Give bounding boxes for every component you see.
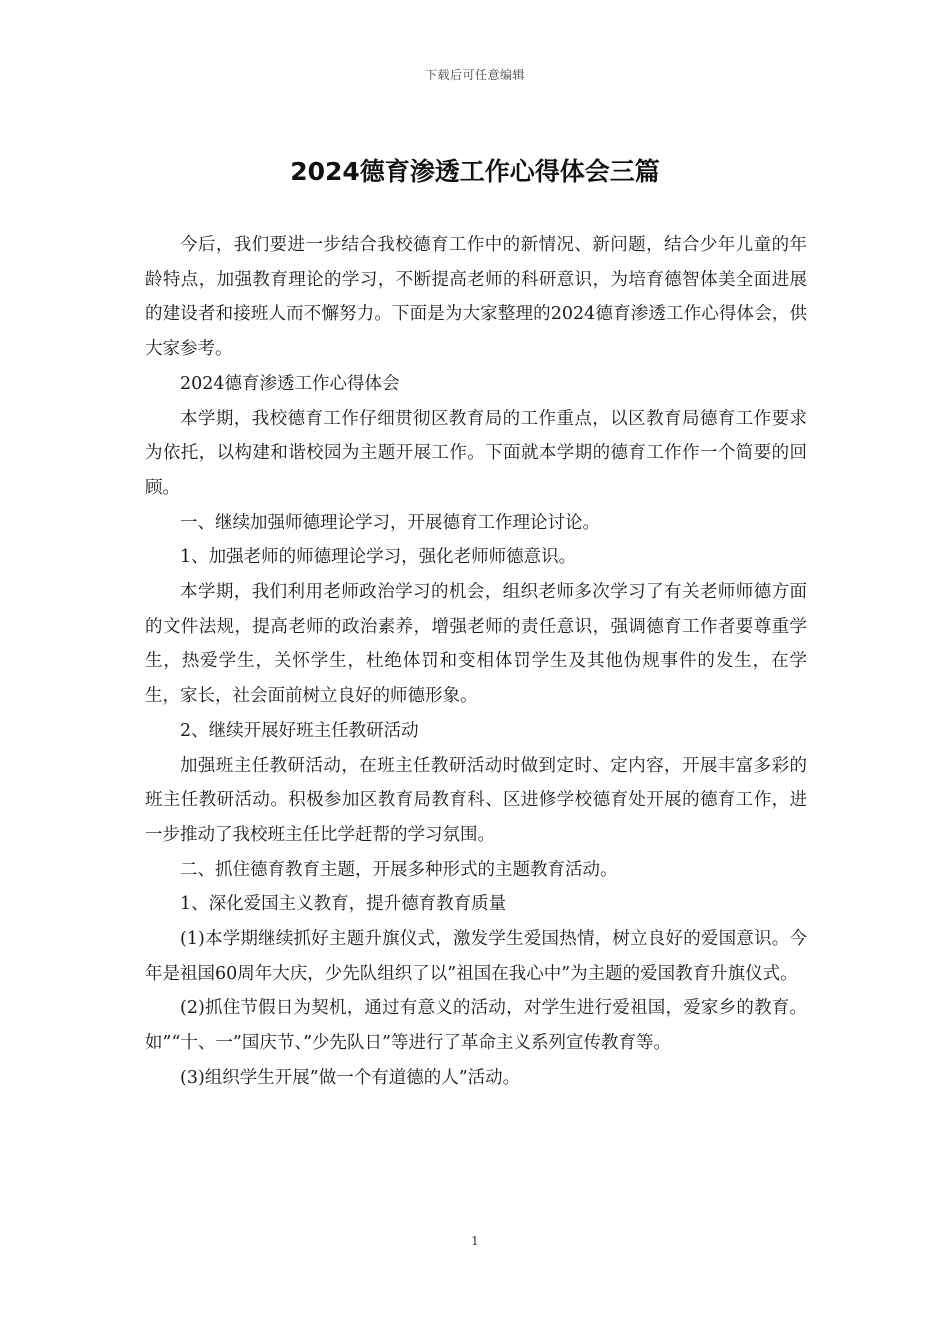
body-paragraph: 加强班主任教研活动，在班主任教研活动时做到定时、定内容，开展丰富多彩的班主任教研活动。积极参加区教育局教育科、区进修学校德育处开展的德育工作，进一步推动了我校班主任比学赶帮的学习氛围。 [145, 755, 807, 845]
page-number: 1 [471, 1234, 479, 1248]
section-heading: 2024德育渗透工作心得体会 [180, 373, 400, 394]
document-body [145, 228, 807, 1096]
subheading-one: 一、继续加强师德理论学习，开展德育工作理论讨论。 [180, 512, 600, 533]
subheading-1-2: 2、继续开展好班主任教研活动 [180, 720, 419, 741]
list-item: (2)抓住节假日为契机，通过有意义的活动，对学生进行爱祖国，爱家乡的教育。如”“十、一”国庆节、”少先队日”等进行了革命主义系列宣传教育等。 [145, 998, 807, 1054]
document-title: 2024德育渗透工作心得体会三篇 [290, 157, 660, 186]
body-paragraph: 本学期，我校德育工作仔细贯彻区教育局的工作重点，以区教育局德育工作要求为依托，以构建和谐校园为主题开展工作。下面就本学期的德育工作作一个简要的回顾。 [145, 408, 807, 498]
list-item: (1)本学期继续抓好主题升旗仪式，激发学生爱国热情，树立良好的爱国意识。今年是祖国60周年大庆，少先队组织了以”祖国在我心中”为主题的爱国教育升旗仪式。 [145, 929, 807, 984]
intro-paragraph: 今后，我们要进一步结合我校德育工作中的新情况、新问题，结合少年儿童的年龄特点，加强教育理论的学习，不断提高老师的科研意识，为培育德智体美全面进展的建设者和接班人而不懈努力。下面是为大家整理的2024德育渗透工作心得体会，供大家参考。 [145, 235, 807, 360]
body-paragraph: 本学期，我们利用老师政治学习的机会，组织老师多次学习了有关老师师德方面的文件法规，提高老师的政治素养，增强老师的责任意识，强调德育工作者要尊重学生，热爱学生，关怀学生，杜绝体罚和变相体罚学生及其他伪规事件的发生，在学生，家长，社会面前树立良好的师德形象。 [145, 582, 807, 707]
page-header: 下载后可任意编辑 [424, 68, 525, 82]
subheading-2-1: 1、深化爱国主义教育，提升德育教育质量 [180, 894, 507, 915]
subheading-1-1: 1、加强老师的师德理论学习，强化老师师德意识。 [180, 547, 577, 568]
list-item: (3)组织学生开展”做一个有道德的人”活动。 [180, 1067, 521, 1088]
subheading-two: 二、抓住德育教育主题，开展多种形式的主题教育活动。 [180, 859, 618, 880]
